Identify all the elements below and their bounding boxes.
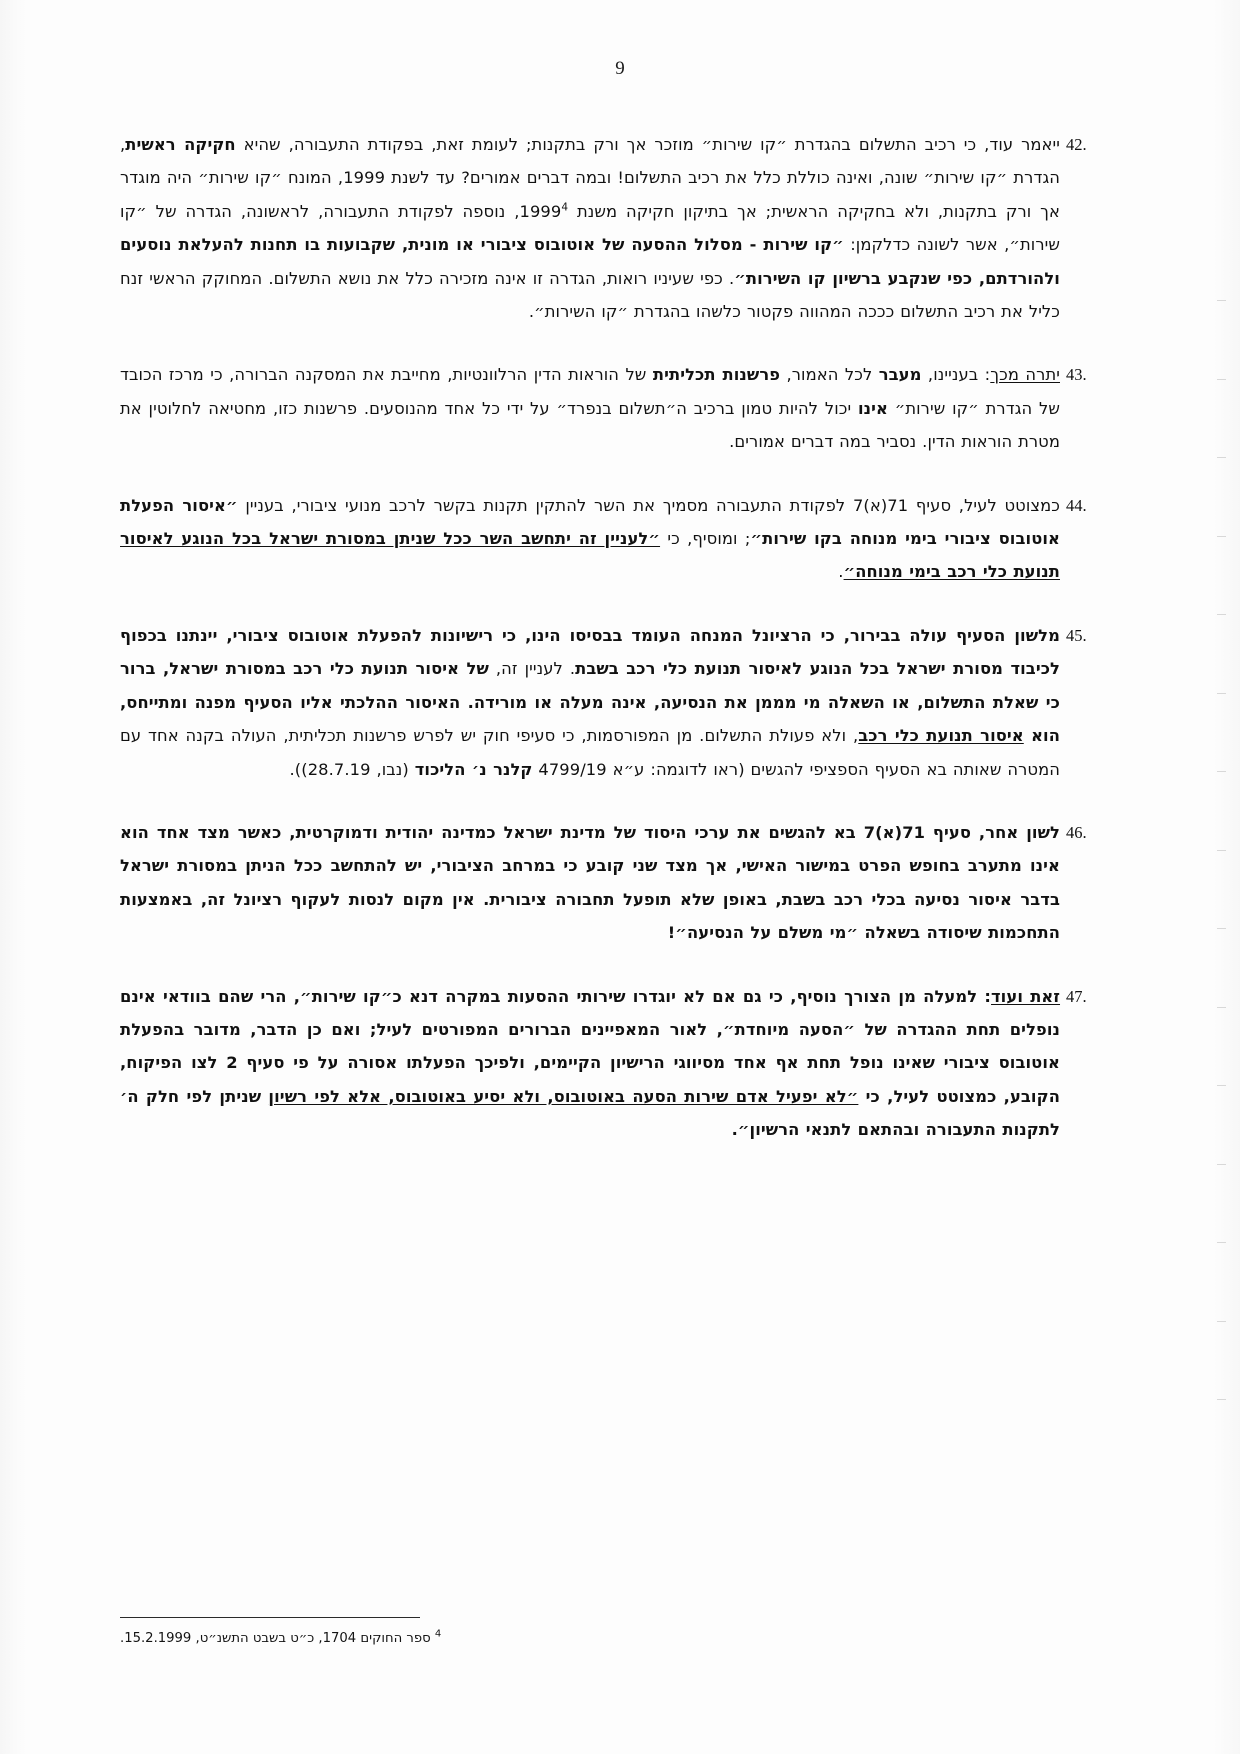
plain-text: : בעניינו, (921, 365, 991, 385)
plain-text: , ולא פעולת התשלום. מן המפורסמות, כי סעיפי חוק יש לפרש פרשנות תכליתית, העולה בקנה אחד עם המטרה שאותה בא הסעיף הספציפי להגשים (ראו לדוגמה: ע״א 4799/19 (120, 726, 1060, 779)
bold-text: מעבר (878, 365, 922, 385)
footnote-body: ספר החוקים 1704, כ״ט בשבט התשנ״ט, 15.2.1999. (120, 1630, 435, 1646)
page-number: 9 (615, 58, 625, 79)
bold-text: פרשנות תכליתית (652, 365, 781, 385)
bold-text: ״איסור הפעלת אוטובוס ציבורי בימי מנוחה בקו שירות״ (120, 495, 1060, 549)
paragraph-text (120, 489, 1060, 589)
paragraph-text (120, 358, 1060, 458)
paragraph (120, 980, 1112, 1147)
paragraph-number: 43. (1066, 365, 1087, 385)
bold-text: חקיקה ראשית (125, 135, 236, 154)
paragraph-number: 45. (1066, 625, 1087, 645)
plain-text: של הוראות הדין הרלוונטיות, מחייבת את המסקנה הברורה, כי מרכז הכובד של הגדרת ״קו שירות״ (120, 365, 1060, 418)
paragraph-number: 44. (1066, 495, 1087, 515)
plain-text: , הגדרת ״קו שירות״ שונה, ואינה כוללת כלל את רכיב התשלום! ובמה דברים אמורים? עד לשנת 1999, המונח ״קו שירות״ היה מוגדר אך ורק בתקנות, ולא בחקיקה הראשית; אך בתיקון חקיקה משנת 1999 (120, 135, 1061, 221)
paragraph-text (120, 128, 1060, 328)
footnote-reference: 4 (561, 201, 569, 214)
footnote-text (120, 1627, 1112, 1650)
bold-text: שניתן לפי חלק ה׳ לתקנות התעבורה ובהתאם לתנאי הרשיון״. (120, 1086, 1060, 1140)
bold-underlined-text: זאת ועוד (991, 986, 1061, 1006)
scan-edge-left (0, 0, 26, 1754)
bold-underlined-text: ״לא יפעיל אדם שירות הסעה באוטובוס, ולא יסיע באוטובוס, אלא לפי רשיון (268, 1086, 859, 1106)
footnote-separator (120, 1617, 1112, 1627)
plain-text: ; ומוסיף, כי (660, 529, 751, 549)
bold-text: : למעלה מן הצורך נוסיף, כי גם אם לא יוגדרו שירותי ההסעות במקרה דנא כ״קו שירות״, הרי שהם בוודאי אינם נופלים תחת ההגדרה של ״הסעה מיוחדת״, לאור המאפיינים הברורים המפורטים לעיל; ואם כן הדבר, מדובר בהפעלת אוטובוס ציבורי שאינו נופל תחת אף אחד מסיווגי הרישיון הקיימים, ולפיכך הפעלתו אסורה על פי סעיף 2 לצו הפיקוח, הקובע, כמצוטט לעיל, כי (120, 986, 1060, 1106)
bold-underlined-text: איסור תנועת כלי רכב (858, 726, 1024, 746)
paragraph-number: 42. (1066, 135, 1087, 154)
plain-text: . לעניין זה, (488, 659, 576, 679)
paragraph-number: 46. (1066, 822, 1087, 842)
footnote-marker: 4 (434, 1628, 442, 1640)
paragraph-number: 47. (1066, 986, 1087, 1006)
plain-text: . כפי שעיניו רואות, הגדרה זו אינה מזכירה כלל את נושא התשלום. המחוקק הראשי זנח כליל את רכיב התשלום כככה המהווה פקטור כלשהו בהגדרת ״קו השירות״. (120, 268, 1060, 322)
plain-text: . (838, 562, 844, 582)
paragraph-text (120, 619, 1060, 786)
plain-text: ייאמר עוד, כי רכיב התשלום בהגדרת ״קו שירות״ מוזכר אך ורק בתקנות; לעומת זאת, בפקודת התעבורה, שהיא (235, 135, 1060, 154)
scanner-tickmarks (1216, 300, 1226, 1400)
paragraph (120, 816, 1112, 950)
plain-text: כמצוטט לעיל, סעיף 71(א)7 לפקודת התעבורה מסמיך את השר להתקין תקנות בקשר לרכב מנועי ציבורי, בעניין (237, 495, 1060, 515)
underlined-text: יתרה מכך (990, 365, 1060, 385)
bold-text: מלשון הסעיף עולה בבירור, כי הרציונל המנחה העומד בבסיסו הינו, כי רישיונות להפעלת אוטובוס ציבורי, יינתנו בכפוף לכיבוד מסורת ישראל בכל הנוגע לאיסור תנועת כלי רכב בשבת (120, 625, 1060, 679)
footnote-area (120, 1617, 1112, 1650)
paragraph (120, 358, 1112, 458)
document-body (120, 128, 1112, 1177)
paragraph-text (120, 980, 1060, 1147)
plain-text: (נבו, 28.7.19)). (289, 759, 415, 779)
bold-text: אינו (857, 398, 888, 418)
plain-text: , נוספה לפקודת התעבורה, לראשונה, הגדרה של ״קו שירות״, אשר לשונה כדלקמן: (120, 201, 1060, 255)
bold-underlined-text: ״לעניין זה יתחשב השר ככל שניתן במסורת ישראל בכל הנוגע לאיסור תנועת כלי רכב בימי מנוחה״ (120, 529, 1060, 582)
paragraph (120, 128, 1112, 328)
bold-text: לשון אחר, סעיף 71(א)7 בא להגשים את ערכי היסוד של מדינת ישראל כמדינה יהודית ודמוקרטית, כאשר מצד אחד הוא אינו מתערב בחופש הפרט במישור האישי, אך מצד שני קובע כי במרחב הציבורי, יש להתחשב ככל הניתן במסורת ישראל בדבר איסור נסיעה בכלי רכב בשבת, באופן שלא תופעל תחבורה ציבורית. אין מקום לנסות לעקוף רציונל זה, באמצעות התחכמות שיסודה בשאלה ״מי משלם על הנסיעה״! (120, 822, 1060, 943)
plain-text: לכל האמור, (780, 365, 879, 385)
paragraph (120, 489, 1112, 589)
bold-text: קלנר נ׳ הליכוד (414, 759, 533, 779)
paragraph (120, 619, 1112, 786)
paragraph-text (120, 816, 1060, 950)
bold-text: ״קו שירות - מסלול ההסעה של אוטובוס ציבורי או מונית, שקבועות בו תחנות להעלאת נוסעים ולהורדתם, כפי שנקבע ברשיון קו השירות״ (120, 235, 1060, 288)
plain-text: יכול להיות טמון ברכיב ה״תשלום בנפרד״ על ידי כל אחד מהנוסעים. פרשנות כזו, מחטיאה לחלוטין את מטרת הוראות הדין. נסביר במה דברים אמורים. (120, 398, 1060, 452)
bold-text: של איסור תנועת כלי רכב במסורת ישראל, ברור כי שאלת התשלום, או השאלה מי מממן את הנסיעה, אינה מעלה או מורידה. האיסור ההלכתי אליו הסעיף מפנה ומתייחס, הוא (120, 659, 1061, 746)
